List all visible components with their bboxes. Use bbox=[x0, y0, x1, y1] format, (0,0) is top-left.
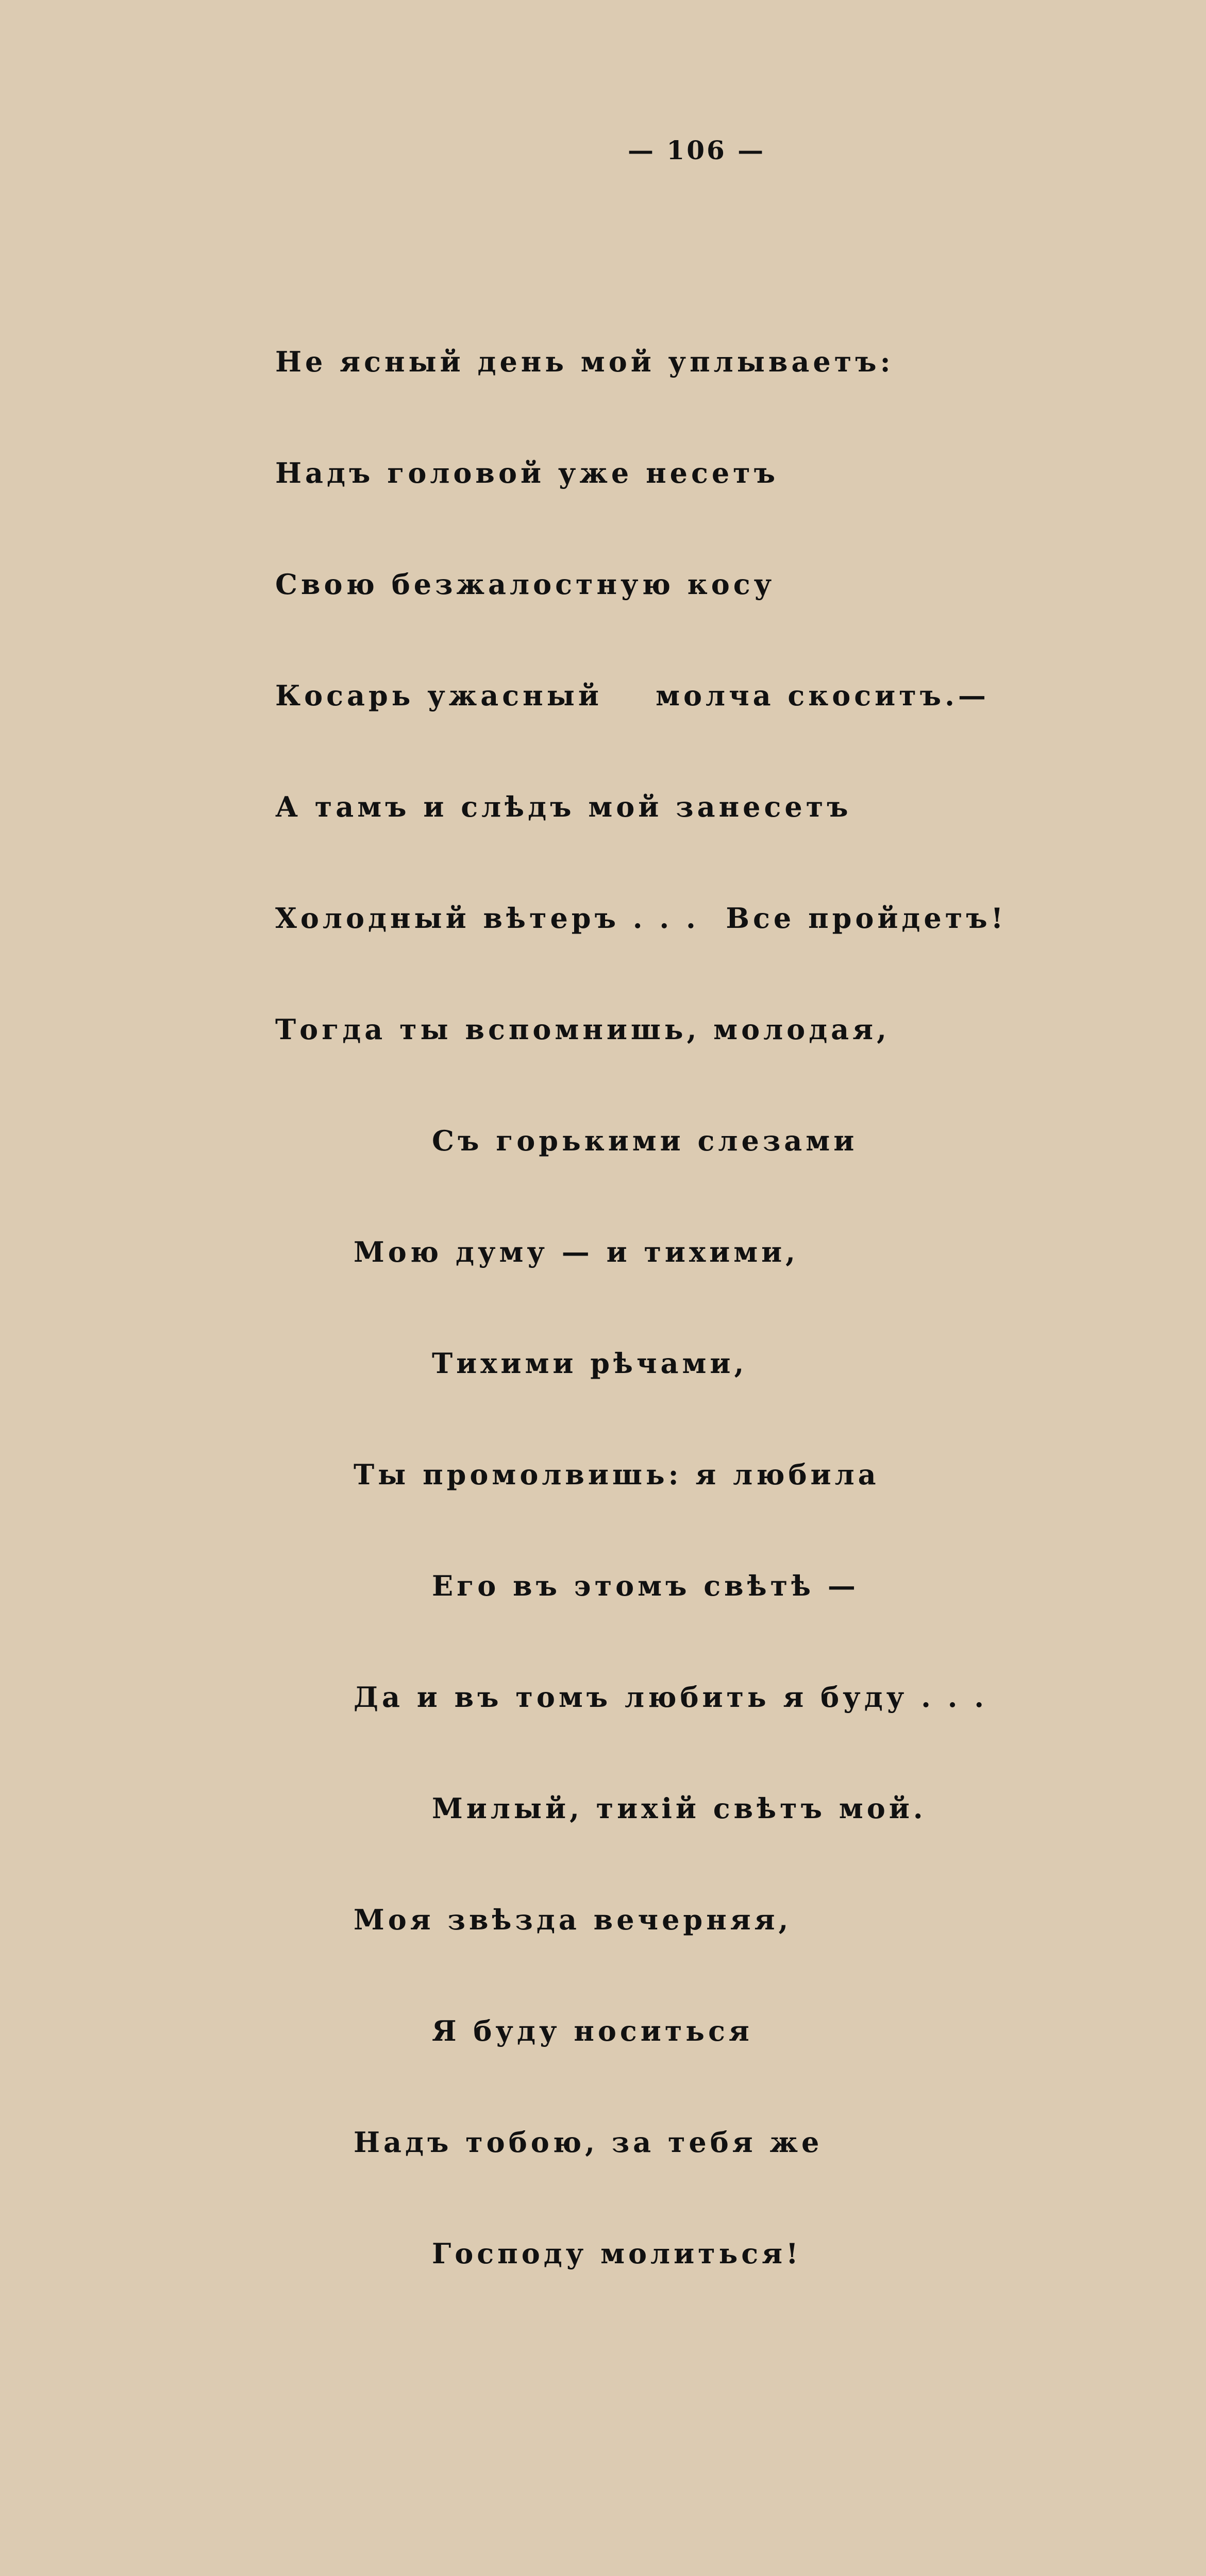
verse-line: Надъ тобою, за тебя же bbox=[354, 2126, 823, 2159]
verse-line: Съ горькими слезами bbox=[432, 1124, 858, 1157]
verse-line: Господу молиться! bbox=[432, 2237, 802, 2270]
verse-line: Тихими рѣчами, bbox=[432, 1347, 748, 1380]
stanza-break bbox=[275, 2420, 1020, 2451]
verse-line: Мою думу — и тихими, bbox=[354, 1235, 799, 1268]
page-number: — 106 — bbox=[628, 135, 766, 165]
verse-line: Его въ этомъ свѣтѣ — bbox=[432, 1569, 859, 1602]
verse-line: Холодный вѣтеръ . . . Все пройдетъ! bbox=[275, 902, 1007, 935]
verse-line: Не ясный день мой уплываетъ: bbox=[275, 345, 894, 378]
verse-line: А тамъ и слѣдъ мой занесетъ bbox=[275, 790, 852, 823]
verse-line: Тогда ты вспомнишь, молодая, bbox=[275, 1013, 890, 1046]
verse-line: Я буду носиться bbox=[432, 2014, 753, 2047]
poem-body bbox=[275, 195, 1020, 2576]
verse-line: Моя звѣзда вечерняя, bbox=[354, 1903, 792, 1936]
verse-line: Ты промолвишь: я любила bbox=[354, 1458, 880, 1491]
verse-line: Да и въ томъ любить я буду . . . bbox=[354, 1681, 988, 1714]
stanza bbox=[275, 2526, 1020, 2576]
stanza bbox=[275, 269, 1020, 2346]
verse-line: Надъ головой уже несетъ bbox=[275, 456, 779, 489]
verse-line: Милый, тихій свѣтъ мой. bbox=[432, 1792, 927, 1825]
verse-line: Косарь ужасный молча скоситъ.— bbox=[275, 679, 990, 712]
verse-line: Свою безжалостную косу bbox=[275, 568, 776, 601]
